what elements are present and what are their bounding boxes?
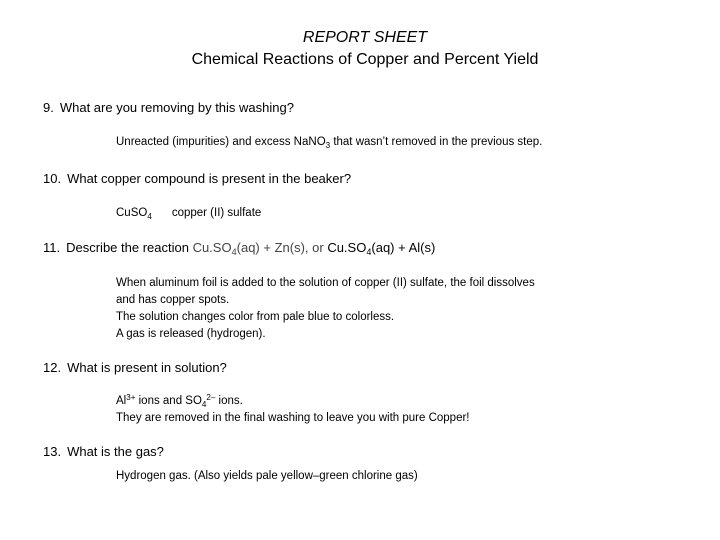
superscript: 3+ <box>126 393 136 402</box>
page-title: REPORT SHEET <box>302 29 428 46</box>
question-number: 10. <box>43 171 62 186</box>
answer-10 <box>116 205 261 222</box>
answer-line: and has copper spots. <box>116 294 230 306</box>
answer-text: Hydrogen gas. (Also yields pale yellow–green chlorine gas) <box>116 470 418 482</box>
question-text: What are you removing by this washing? <box>59 100 294 115</box>
answer-line: When aluminum foil is added to the solution of copper (II) sulfate, the foil dissolves <box>116 277 535 289</box>
answer-12 <box>116 393 470 427</box>
ion-text-end: ions. <box>215 395 243 407</box>
answer-9 <box>116 134 542 151</box>
question-number: 9. <box>43 100 54 115</box>
ion-text: ions and SO <box>135 395 202 407</box>
answer-line: They are removed in the final washing to leave you with pure Copper! <box>116 412 470 424</box>
subscript: 4 <box>366 247 372 257</box>
compound-name: copper (II) sulfate <box>171 207 262 219</box>
question-text: Describe the reaction <box>66 240 193 255</box>
reaction-1: Cu.SO <box>192 240 232 255</box>
question-11 <box>43 240 435 256</box>
answer-line <box>116 393 470 410</box>
reaction-1-rest: (aq) + Zn(s), or <box>236 240 328 255</box>
question-number: 13. <box>43 444 62 459</box>
subscript: 4 <box>231 247 237 257</box>
question-10 <box>43 171 351 187</box>
subscript: 4 <box>147 212 152 221</box>
page-subtitle: Chemical Reactions of Copper and Percent Yield <box>191 51 539 68</box>
reaction-2: Cu.SO <box>327 240 367 255</box>
answer-text: Unreacted (impurities) and excess Na <box>116 136 309 148</box>
question-text: What is the gas? <box>67 444 164 459</box>
answer-text-end: that wasn’t removed in the previous step. <box>330 136 543 148</box>
subscript: 4 <box>201 400 207 409</box>
formula-b: SO <box>130 207 148 219</box>
subscript: 3 <box>325 141 331 150</box>
superscript: 2– <box>206 393 216 402</box>
answer-line: A gas is released (hydrogen). <box>116 328 266 340</box>
question-text: What is present in solution? <box>67 360 227 375</box>
question-13 <box>43 444 164 460</box>
question-text: What copper compound is present in the beaker? <box>67 171 352 186</box>
reaction-2-rest: (aq) + Al(s) <box>371 240 436 255</box>
answer-line: The solution changes color from pale blue to colorless. <box>116 311 395 323</box>
answer-formula: NO <box>308 136 326 148</box>
question-number: 11. <box>43 240 61 255</box>
ion-al: Al <box>116 395 127 407</box>
question-number: 12. <box>43 360 62 375</box>
question-9 <box>43 100 294 116</box>
formula-a: Cu <box>116 207 131 219</box>
answer-11 <box>116 275 535 343</box>
question-12 <box>43 360 227 376</box>
answer-13 <box>116 468 418 485</box>
